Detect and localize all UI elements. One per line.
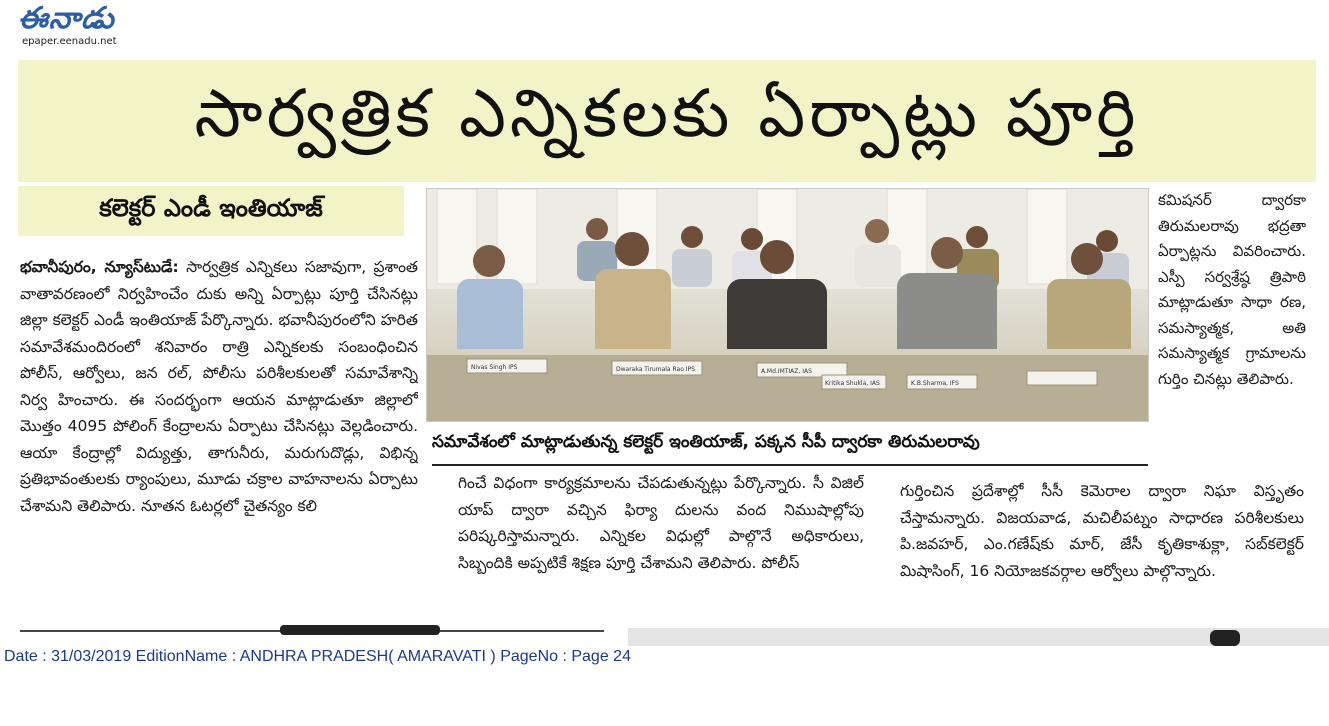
cut-off-glyph — [1210, 630, 1240, 646]
name-plate-1: Nivas Singh IPS — [471, 364, 518, 371]
name-plate-3: A.Md.IMTIAZ, IAS — [761, 368, 812, 375]
logo-url: epaper.eenadu.net — [22, 36, 117, 47]
article-column-3: గుర్తించిన ప్రదేశాల్లో సీసీ కెమెరాల ద్వారా నిఘా విస్తృతం చేస్తామన్నారు. విజయవాడ, మచిలీపట్నం సాధారణ పరిశీలకులు పి.జవహర్, ఎం.గణేష్‌కు మార్, జేసీ కృతికాశుక్లా, సబ్‌కలెక్టర్ మిషాసింగ్, 16 నియోజకవర్గాల ఆర్వోలు పాల్గొన్నారు. — [900, 482, 1304, 580]
article-column-2: గించే విధంగా కార్యక్రమాలను చేపడుతున్నట్లు పేర్కొన్నారు. సీ విజిల్ యాప్ ద్వారా వచ్చిన ఫిర్యా దులను వంద నిముషాల్లోపు పరిష్కరిస్తామన్నారు. ఎన్నికల విధుల్లో పాల్గొనే అధికారులు, సిబ్బందికి అప్పటికే శిక్షణ పూర్తి చేశామని తెలిపారు. పోలీస్ — [458, 474, 864, 572]
cut-off-next-headline — [280, 625, 440, 635]
article-subhead: కలెక్టర్ ఎండీ ఇంతియాజ్ — [18, 186, 404, 236]
article-dateline: భవానీపురం, న్యూస్‌టుడే: — [20, 258, 179, 276]
article-headline: సార్వత్రిక ఎన్నికలకు ఏర్పాట్లు పూర్తి — [18, 60, 1316, 182]
article-column-1-text: సార్వత్రిక ఎన్నికలు సజావుగా, ప్రశాంత వాతావరణంలో నిర్వహించేం దుకు అన్ని ఏర్పాట్లు పూర్తి చేసినట్లు జిల్లా కలెక్టర్ ఎండీ ఇంతియాజ్ పేర్కొన్నారు. భవానీపురంలోని హరిత సమావేశమందిరంలో శనివారం రాత్రి ఎన్నికలకు సంబంధించిన పోలీస్, ఆర్వోలు, జన రల్, పోలీసు పరిశీలకులతో సమావేశాన్ని నిర్వ హించారు. ఈ సందర్భంగా ఆయన మాట్లాడుతూ జిల్లాలో మొత్తం 4095 పోలింగ్ కేంద్రాలను ఏర్పాటు చేసినట్లు వెల్లడించారు. ఆయా కేంద్రాల్లో విద్యుత్తు, తాగునీరు, మరుగుదొడ్లు, విభిన్న ప్రతిభావంతులకు ర్యాంపులు, మూడు చక్రాల వాహనాలను ఏర్పాటు చేశామని తెలిపారు. నూతన ఓటర్లలో చైతన్యం కలి — [20, 258, 418, 515]
name-plate-5: K.B.Sharma, IFS — [911, 380, 959, 387]
news-photo — [426, 188, 1149, 422]
eenadu-logo[interactable] — [18, 2, 158, 50]
logo-wordmark: ఈనాడు — [18, 1, 115, 36]
article-column-4: కమిషనర్ ద్వారకా తిరుమలరావు భద్రతా ఏర్పాట్లను వివరించారు. ఎస్పీ సర్వశ్రేష్ఠ త్రిపాఠి మాట్లాడుతూ సాధా రణ, సమస్యాత్మక, అతి సమస్యాత్మక గ్రామాలను గుర్తిం చినట్లు తెలిపారు. — [1158, 191, 1306, 388]
edition-footer: Date : 31/03/2019 EditionName : ANDHRA PRADESH( AMARAVATI ) PageNo : Page 24 — [4, 648, 631, 665]
article-column-1 — [20, 254, 418, 614]
photo-caption: సమావేశంలో మాట్లాడుతున్న కలెక్టర్ ఇంతియాజ్, పక్కన సీపీ ద్వారకా తిరుమలరావు — [432, 424, 1148, 466]
meeting-photo-illustration — [427, 189, 1148, 421]
name-plate-4: Kritika Shukla, IAS — [825, 380, 880, 387]
name-plate-2: Dwaraka Tirumala Rao IPS — [616, 366, 695, 373]
